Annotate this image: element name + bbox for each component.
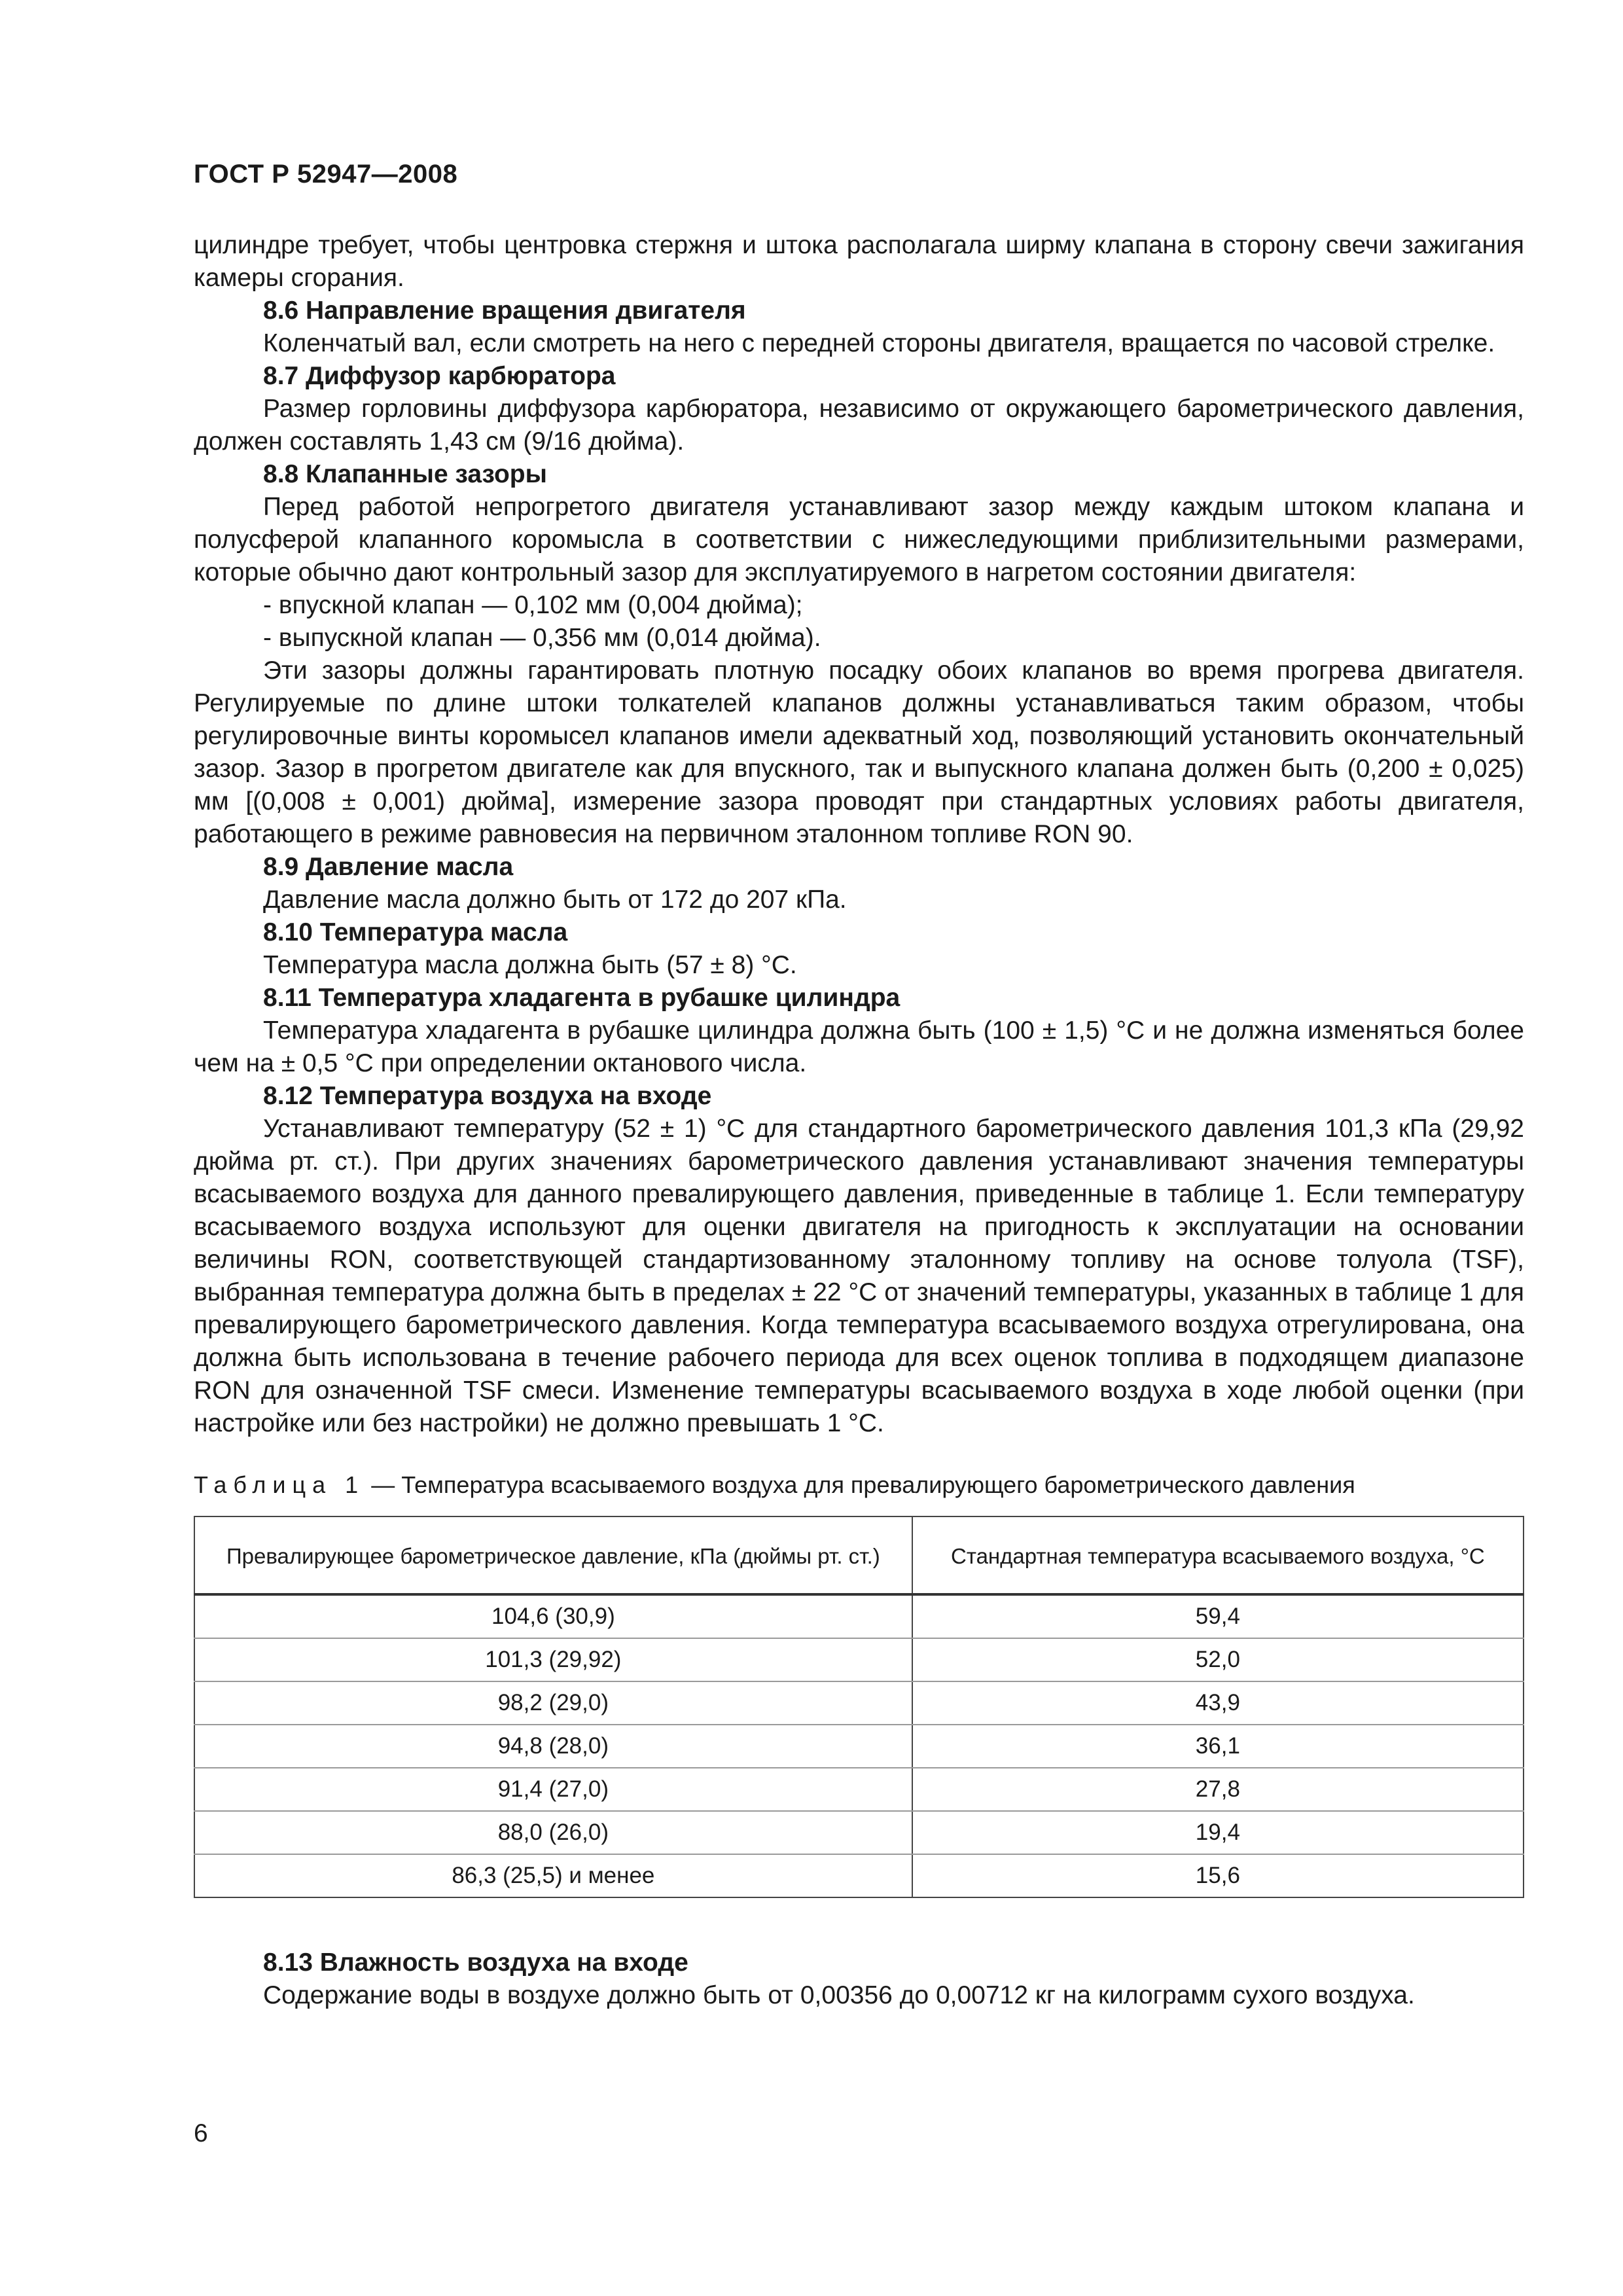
pressure-cell: 88,0 (26,0) [194, 1811, 912, 1854]
table-row [194, 1811, 1524, 1854]
paragraph: Эти зазоры должны гарантировать плотную посадку обоих клапанов во время прогрева двигателя. Регулируемые по длине штоки толкателей клапанов должны устанавливаться таким образом, чтобы регулировочные винты коромысел клапанов имели адекватный ход, позволяющий установить окончательный зазор. Зазор в прогретом двигателе как для впускного, так и выпускного клапана должен быть (0,200 ± 0,025) мм [(0,008 ± 0,001) дюйма], измерение зазора проводят при стандартных условиях работы двигателя, работающего в режиме равновесия на первичном эталонном топливе RON 90. [194, 656, 1524, 848]
section-heading: 8.13 Влажность воздуха на входе [263, 1948, 688, 1977]
section-heading: 8.7 Диффузор карбюратора [263, 362, 616, 390]
temperature-cell: 19,4 [912, 1811, 1524, 1854]
table-row [194, 1725, 1524, 1768]
table-row [194, 1854, 1524, 1897]
paragraph: Размер горловины диффузора карбюратора, независимо от окружающего барометрического давления, должен составлять 1,43 см (9/16 дюйма). [194, 395, 1524, 456]
temperature-cell: 27,8 [912, 1768, 1524, 1811]
temperature-cell: 15,6 [912, 1854, 1524, 1897]
temperature-cell: 52,0 [912, 1638, 1524, 1681]
text-section-bottom [194, 1946, 1524, 2012]
section-heading: 8.9 Давление масла [263, 853, 514, 881]
paragraph: Давление масла должно быть от 172 до 207 кПа. [263, 886, 847, 914]
paragraph: Перед работой непрогретого двигателя устанавливают зазор между каждым штоком клапана и полусферой клапанного коромысла в соответствии с нижеследующими приблизительными размерами, которые обычно дают контрольный зазор для эксплуатируемого в нагретом состоянии двигателя: [194, 493, 1524, 586]
table-row [194, 1681, 1524, 1725]
pressure-cell: 91,4 (27,0) [194, 1768, 912, 1811]
table-row [194, 1594, 1524, 1638]
table-header-row [194, 1516, 1524, 1594]
list-item: - впускной клапан — 0,102 мм (0,004 дюйма); [263, 591, 803, 619]
air-temperature-table [194, 1516, 1524, 1898]
paragraph: Температура хладагента в рубашке цилиндра должна быть (100 ± 1,5) °С и не должна изменяться более чем на ± 0,5 °С при определении октанового числа. [194, 1016, 1524, 1077]
paragraph: Температура масла должна быть (57 ± 8) °С. [263, 951, 797, 979]
section-heading: 8.12 Температура воздуха на входе [263, 1082, 712, 1110]
pressure-cell: 104,6 (30,9) [194, 1594, 912, 1638]
section-heading: 8.8 Клапанные зазоры [263, 460, 547, 488]
section-heading: 8.6 Направление вращения двигателя [263, 296, 746, 325]
pressure-cell: 98,2 (29,0) [194, 1681, 912, 1725]
table-row [194, 1638, 1524, 1681]
table-caption [194, 1470, 1524, 1500]
column-header-temperature: Стандартная температура всасываемого воздуха, °С [912, 1516, 1524, 1594]
table-row [194, 1768, 1524, 1811]
document-body [194, 229, 1524, 2012]
pressure-cell: 86,3 (25,5) и менее [194, 1854, 912, 1897]
paragraph: Коленчатый вал, если смотреть на него с передней стороны двигателя, вращается по часовой стрелке. [263, 329, 1495, 357]
pressure-cell: 101,3 (29,92) [194, 1638, 912, 1681]
section-heading: 8.11 Температура хладагента в рубашке цилиндра [263, 984, 901, 1012]
table-caption-label: Таблица 1 [194, 1471, 365, 1498]
temperature-cell: 59,4 [912, 1594, 1524, 1638]
table-caption-text: — Температура всасываемого воздуха для превалирующего барометрического давления [365, 1471, 1355, 1498]
document-id-header: ГОСТ Р 52947—2008 [194, 160, 458, 188]
page-number: 6 [194, 2119, 208, 2147]
temperature-cell: 36,1 [912, 1725, 1524, 1768]
list-item: - выпускной клапан — 0,356 мм (0,014 дюйма). [263, 624, 821, 652]
pressure-cell: 94,8 (28,0) [194, 1725, 912, 1768]
paragraph: Содержание воды в воздухе должно быть от 0,00356 до 0,00712 кг на килограмм сухого воздуха. [263, 1981, 1415, 2009]
temperature-cell: 43,9 [912, 1681, 1524, 1725]
section-heading: 8.10 Температура масла [263, 918, 568, 946]
column-header-pressure: Превалирующее барометрическое давление, кПа (дюймы рт. ст.) [194, 1516, 912, 1594]
text-section-top [194, 229, 1524, 1440]
paragraph: Устанавливают температуру (52 ± 1) °С для стандартного барометрического давления 101,3 кПа (29,92 дюйма рт. ст.). При других значениях барометрического давления устанавливают значения температуры всасываемого воздуха для данного превалирующего давления, приведенные в таблице 1. Если температуру всасываемого воздуха используют для оценки двигателя на пригодность к эксплуатации на основании величины RON, соответствующей стандартизованному эталонному топливу на основе толуола (TSF), выбранная температура должна быть в пределах ± 22 °С от значений температуры, указанных в таблице 1 для превалирующего барометрического давления. Когда температура всасываемого воздуха отрегулирована, она должна быть использована в течение рабочего периода для всех оценок топлива в подходящем диапазоне RON для означенной TSF смеси. Изменение температуры всасываемого воздуха в ходе любой оценки (при настройке или без настройки) не должно превышать 1 °С. [194, 1115, 1524, 1437]
paragraph: цилиндре требует, чтобы центровка стержня и штока располагала ширму клапана в сторону свечи зажигания камеры сгорания. [194, 231, 1524, 292]
